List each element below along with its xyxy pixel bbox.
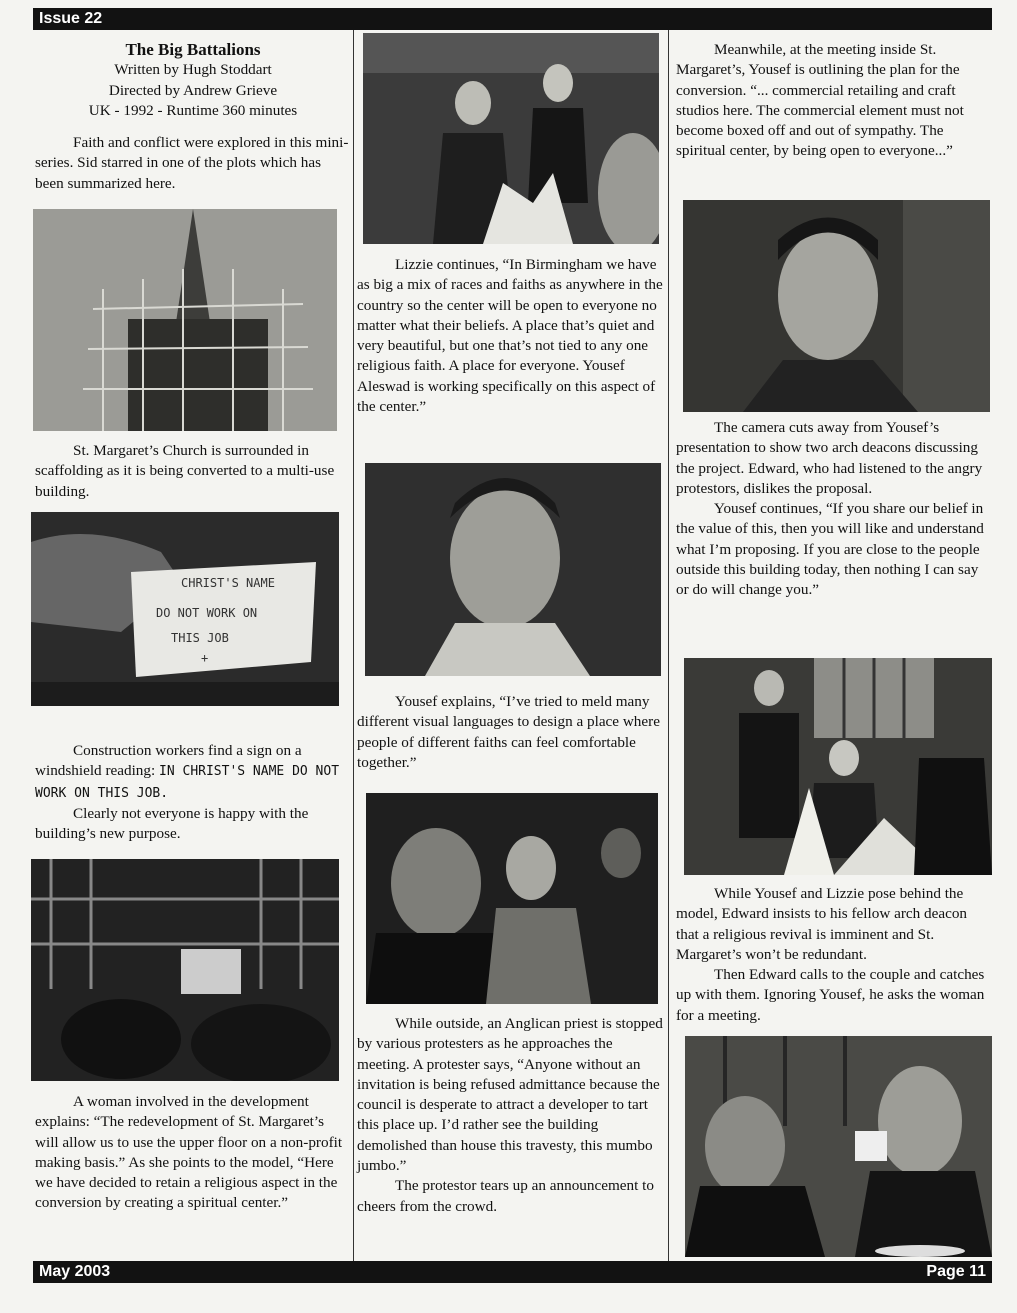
- paragraph-outside: While outside, an Anglican priest is stopped by various protesters as he approaches the meeting. A protester says, “Anyone without an invitation is being refused admittance because the council is desperate to attract a developer to tart this place up. I’d rather see the building demolished than house this travesty, this mumbo jumbo.” The protestor tears up an announcement to cheers from the crowd.: [357, 1014, 665, 1217]
- windshield-sign-photo: [31, 512, 339, 706]
- paragraph-lizzie: Lizzie continues, “In Birmingham we have as big a mix of races and faiths as anywhere in the country so the center will be open to everyone no matter what their beliefs. A place that’s quiet and very beautiful, but one that’s not tied to any one religious faith. A place for everyone. Yousef Aleswad is working specifically on this aspect of the center.”: [357, 256, 663, 416]
- issue-number: Issue 22: [39, 10, 103, 27]
- page-number: Page 11: [926, 1263, 986, 1280]
- paragraph-calls: Then Edward calls to the couple and catches up with them. Ignoring Yousef, he asks the woman for a meeting.: [676, 966, 985, 1024]
- paragraph-camera: The camera cuts away from Yousef’s presentation to show two arch deacons discussing the project. Edward, who had listened to the angry protestors, dislikes the proposal. Yousef continues, “If you share our belief in the value of this, then you will like and understand what I’m proposing. If you are close to the people outside this building today, then nothing I can say or do will change you.”: [676, 418, 992, 601]
- article-title: The Big Battalions: [125, 40, 261, 59]
- writer-credit: Written by Hugh Stoddart: [114, 61, 272, 79]
- sign-line: CHRIST'S NAME: [181, 576, 275, 590]
- production-details: UK - 1992 - Runtime 360 minutes: [88, 101, 298, 119]
- sign-line: DO NOT WORK ON: [156, 606, 258, 620]
- paragraph-meanwhile: Meanwhile, at the meeting inside St. Margaret’s, Yousef is outlining the plan for the conversion. “... commercial retailing and craft studios here. The commercial element must not become boxed off and out of sympathy. The spiritual center, by being open to everyone...”: [676, 41, 964, 160]
- yousef-closeup-photo: [365, 463, 661, 676]
- article-intro: Faith and conflict were explored in this mini-series. Sid starred in one of the plots which has been summarized here.: [35, 134, 349, 192]
- edward-tea-photo: [685, 1036, 992, 1257]
- caption-workers: Construction workers find a sign on a windshield reading: IN CHRIST'S NAME DO NOT WORK ON THIS JOB. Clearly not everyone is happy with the building’s new purpose.: [35, 741, 351, 844]
- column-divider: [353, 30, 354, 1261]
- sign-line: THIS JOB: [171, 631, 229, 645]
- paragraph-continues: Yousef continues, “If you share our belief in the value of this, then you will like and understand what I’m proposing. If you are close to the people outside this building today, then nothing I can say or do will change you.”: [676, 500, 984, 599]
- issue-date: May 2003: [39, 1263, 111, 1280]
- lizzie-model-photo: [363, 33, 659, 244]
- caption-church: St. Margaret’s Church is surrounded in scaffolding as it is being converted to a multi-use building.: [35, 442, 335, 500]
- protesters-photo: [366, 793, 658, 1004]
- sign-quote: IN CHRIST'S NAME DO NOT WORK ON THIS JOB.: [35, 764, 340, 801]
- meeting-interior-photo: [31, 859, 339, 1081]
- yousef-presenting-photo: [683, 200, 990, 412]
- issue-header-bar: [33, 8, 992, 30]
- director-credit: Directed by Andrew Grieve: [108, 81, 278, 99]
- sign-line: +: [201, 651, 209, 665]
- caption-unhappy: Clearly not everyone is happy with the building’s new purpose.: [35, 804, 309, 843]
- paragraph-tears: The protestor tears up an announcement to cheers from the crowd.: [357, 1177, 654, 1215]
- paragraph-yousef: Yousef explains, “I’ve tried to meld many different visual languages to design a place where people of different faiths can feel comfortable together.”: [357, 693, 660, 771]
- church-scaffolding-photo: [33, 209, 337, 431]
- column-divider: [668, 30, 669, 1261]
- yousef-lizzie-model-photo: [684, 658, 992, 875]
- article-credits: [35, 40, 351, 121]
- page-footer-bar: [33, 1261, 992, 1283]
- caption-woman: A woman involved in the development explains: “The redevelopment of St. Margaret’s will allow us to use the upper floor on a non-profit making basis.” As she points to the model, “Here we have decided to retain a religious aspect in the conversion by creating a spiritual center.”: [35, 1093, 343, 1212]
- paragraph-pose: While Yousef and Lizzie pose behind the model, Edward insists to his fellow arch deacon that a religious revival is imminent and St. Margaret’s won’t be redundant. Then Edward calls to the couple and catches up with them. Ignoring Yousef, he asks the woman for a meeting.: [676, 884, 992, 1026]
